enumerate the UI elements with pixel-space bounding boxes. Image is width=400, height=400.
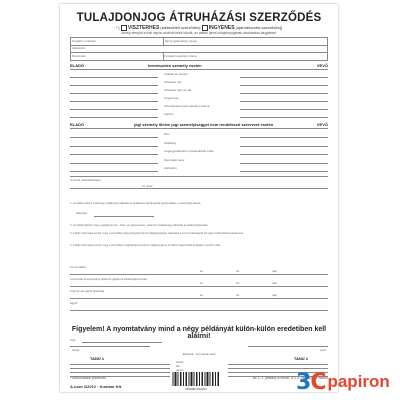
price-ft: Ft, azaz [142, 184, 153, 188]
logo-mark: 3C [296, 369, 326, 395]
option-ingyenes-note: (ajándékozási szerződés)] [235, 25, 283, 31]
label-elado-1: ELADÓ [70, 63, 84, 68]
sign-vevo-line[interactable] [248, 346, 328, 347]
vevo-private-field[interactable] [240, 93, 328, 94]
paragraph-2: 2. Az eladó kijelenti, hogy a gépjármű per-, teher- és igénymentes, valamint a tulajdonjog-változást az eladó bejelentette. [70, 224, 209, 227]
vevo-company-field[interactable] [240, 146, 328, 147]
elado-private-field[interactable] [70, 117, 158, 118]
private-field-label: Születési hely és idő [164, 88, 192, 92]
sign-eladó-line[interactable] [70, 346, 150, 347]
company-field-label: Cégjegyzékszám/ nyilvántartási szám [164, 149, 215, 153]
witness-field-label: Aláírás [176, 361, 184, 364]
tanu-1: TANÚ 1 [90, 356, 105, 361]
logo-word: papiron [327, 372, 390, 391]
private-field-label: Személyazonosító okmány száma [164, 104, 210, 108]
vevo-company-field[interactable] [240, 171, 328, 172]
detail-unit: év [200, 281, 204, 285]
section-private-title: természetes személy esetén [148, 63, 202, 68]
elado-company-field[interactable] [70, 163, 158, 164]
divider [70, 69, 328, 70]
vevo-private-field[interactable] [240, 117, 328, 118]
elado-private-field[interactable] [70, 77, 158, 78]
label-vevo-2: VEVŐ [316, 122, 328, 127]
field-forgalmi[interactable]: Forgalmi engedély száma [163, 53, 327, 61]
field-alvazszam[interactable]: Alvázszám [71, 45, 328, 53]
detail-unit: év [200, 269, 204, 273]
witness-title: Előttünk, mint tanúk előtt [182, 352, 216, 356]
place-label: Kelt [70, 338, 76, 342]
sign-eladó: eladó [72, 348, 80, 352]
vevo-private-field[interactable] [240, 101, 328, 102]
tanu2-field[interactable] [228, 364, 328, 365]
vevo-private-field[interactable] [240, 109, 328, 110]
intro-note: Amely létrejött a mai napon alulírott felek között, az alábbi jármű tulajdonjogának átruházása tárgyában: [121, 31, 277, 35]
divider [70, 128, 328, 129]
elado-company-field[interactable] [70, 171, 158, 172]
vevo-private-field[interactable] [240, 77, 328, 78]
footer-copies: Az 1.-2. példány a vevőé, a 3.-4. példány az eladóé [252, 376, 328, 380]
warning-text: Figyelem! A nyomtatvány mind a négy példányát külön-külön eredetiben kell aláírni! [71, 326, 327, 340]
divider [70, 176, 328, 177]
private-field-label: Anyja neve [164, 96, 179, 100]
private-field-label: Születési név [164, 80, 182, 84]
detail-row-line[interactable] [70, 286, 328, 287]
sign-vevo: vevő [319, 348, 326, 352]
detail-row-label: Egyéb [70, 302, 78, 305]
detail-row-label: A jármű más egyéb tartozékai [70, 290, 105, 293]
elado-private-field[interactable] [70, 93, 158, 94]
papiron-logo [296, 368, 390, 396]
field-rendszam[interactable]: Forgalmi rendszám [71, 38, 164, 46]
tanu1-field[interactable] [70, 368, 170, 369]
option-ingyenes: INGYENES [208, 25, 235, 32]
detail-unit: nap [272, 293, 278, 297]
detail-unit: év [200, 293, 204, 297]
detail-unit: hó [236, 269, 240, 273]
option-viszterhes: VISZTERHES [127, 25, 160, 32]
elado-company-field[interactable] [70, 154, 158, 155]
tanu1-field[interactable] [70, 364, 170, 365]
elado-company-field[interactable] [70, 137, 158, 138]
tanu-2: TANÚ 2 [293, 356, 308, 361]
private-field-label: Családi és utónév [164, 72, 188, 76]
detail-row-line[interactable] [70, 310, 328, 311]
company-field-label: Képviselő neve [164, 157, 185, 162]
company-field-label: Székhely [164, 140, 177, 145]
barcode-number: 5999861012561 [185, 387, 207, 391]
detail-unit: nap [272, 281, 278, 285]
contract-sheet [60, 4, 338, 392]
document-title: TULAJDONJOG ÁTRUHÁZÁSI SZERZŐDÉS [76, 12, 322, 24]
elado-private-field[interactable] [70, 109, 158, 110]
paragraph-1: 1. Az eladó a jármű a jelenlegi, tulajdonjog változást is tartalmazó okmányaival együtt átadta, a vevő pedig átvette. [70, 202, 202, 205]
tanu1-field[interactable] [70, 372, 170, 373]
detail-row-label: Km óra állása [70, 266, 86, 269]
label-vevo-1: VEVŐ [316, 63, 328, 68]
paragraph-4: 4. A felek tudomásul veszik, hogy a szerződés megkötésével a jármű tulajdonjoga és az ahhoz kapcsolódó kockázat a vevőre száll. [70, 244, 221, 247]
elado-private-field[interactable] [70, 101, 158, 102]
price-label: A jármű vételára/értéke: [70, 178, 102, 182]
label-elado-2: ELADÓ [70, 122, 84, 127]
place-line[interactable] [82, 342, 162, 343]
detail-unit: nap [272, 269, 278, 273]
barcode [172, 372, 220, 386]
paragraph-3: 3. A felek tudomásul veszik, hogy a szerződés tárgyát képező jármű tulajdonjogának változását a vevő a hatóságnál 15 napon belül köteles bejelenteni. [70, 232, 244, 235]
private-field-label: Lakcím [164, 112, 174, 116]
detail-unit: hó [236, 281, 240, 285]
paragraph-1-date: Időpontja: [76, 212, 88, 215]
field-gyartmany[interactable]: Jármű gyártmánya, típusa [163, 38, 327, 46]
vevo-company-field[interactable] [240, 137, 328, 138]
date-line[interactable] [94, 216, 154, 217]
detail-row-line[interactable] [70, 298, 328, 299]
vevo-company-field[interactable] [240, 154, 328, 155]
detail-unit: hó [236, 293, 240, 297]
footer-note: * Aláhúzással jelölendő [70, 376, 106, 380]
price-line[interactable] [70, 188, 328, 189]
vevo-company-field[interactable] [240, 163, 328, 164]
subtitle-prefix: * [ [115, 25, 120, 31]
witness-field-label: Név [176, 365, 181, 368]
vevo-private-field[interactable] [240, 85, 328, 86]
detail-row-line[interactable] [70, 274, 328, 275]
elado-company-field[interactable] [70, 146, 158, 147]
witness-field-label: Lakcím [176, 369, 184, 372]
option-viszterhes-note: (adásvételi szerződés) [160, 25, 201, 31]
company-field-label: Név [164, 132, 170, 136]
footer-code: A.nont 3/2012 · Kumkar Kft. [70, 384, 123, 389]
detail-row-label: A biztosítás érvényessége (kötelező gépjármű-felelősségbiztosítás) [70, 278, 148, 281]
section-company-title: jogi személy illetve jogi személyiséggel nem rendelkező szervezet esetén [134, 122, 274, 127]
company-field-label: Adószám [164, 166, 177, 170]
field-motorszam[interactable]: Motorszám [71, 53, 164, 61]
elado-private-field[interactable] [70, 85, 158, 86]
vehicle-table [70, 37, 328, 61]
